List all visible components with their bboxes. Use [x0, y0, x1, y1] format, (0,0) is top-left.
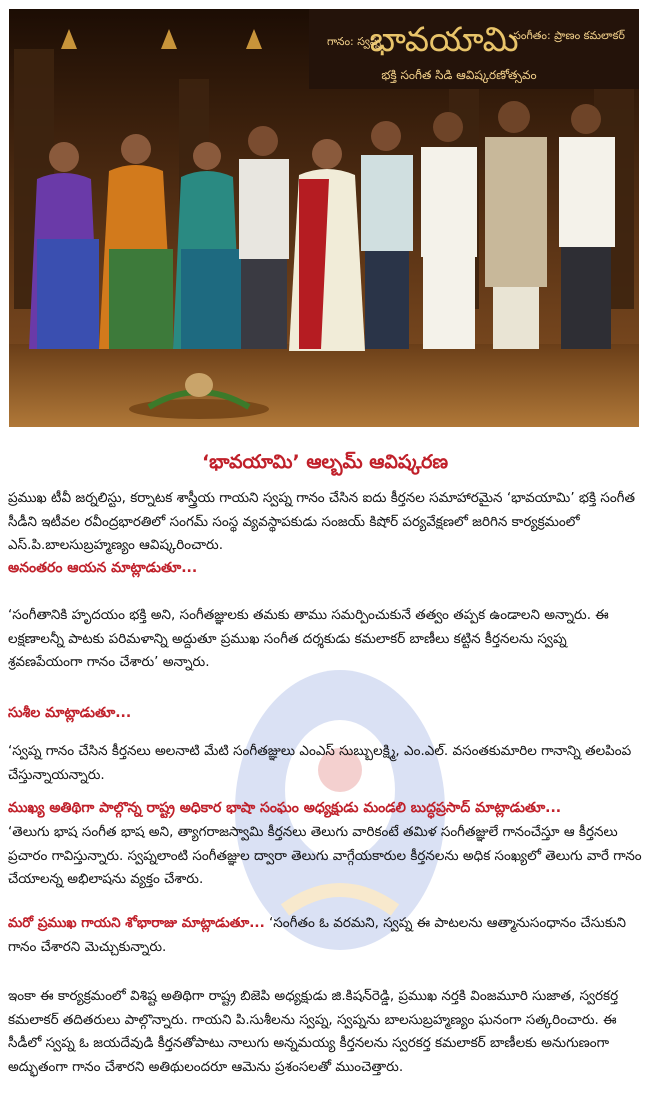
subheading-shobharaju: మరో ప్రముఖ గాయని శోభారాజు మాట్లాడుతూ...: [8, 915, 265, 931]
article-title: ‘భావయామి’ ఆల్బమ్ ఆవిష్కరణ: [201, 451, 449, 473]
event-photo-illustration: [9, 9, 639, 427]
event-photo: [9, 9, 639, 427]
shobharaju-quote: ‘సంగీతం ఓ వరమని, స్వప్న ఈ పాటలను ఆత్మానుసంధానం చేసుకుని గానం చేశారని మెచ్చుకున్నారు.: [8, 915, 627, 955]
banner-right: సంగీతం: ప్రాణం కమలాకర్: [513, 29, 625, 42]
banner-left: గానం: స్వప్న: [326, 35, 382, 48]
banner-subtitle: భక్తి సంగీత సిడి ఆవిష్కరణోత్సవం: [381, 68, 537, 82]
paragraph-susheela-quote: ‘స్వప్న గానం చేసిన కీర్తనలు అలనాటి మేటి సంగీతజ్ఞులు ఎంఎస్ సుబ్బులక్ష్మి, ఎం.ఎల్. వసంతకుమారిల గానాన్ని తలపింప చేస్తున్నాయన్నారు.: [8, 743, 632, 783]
subheading-buddha-prasad: ముఖ్య అతిథిగా పాల్గొన్న రాష్ట్ర అధికార భాషా సంఘం అధ్యక్షుడు మండలి బుద్ధప్రసాద్ మాట్లాడుతూ...: [8, 800, 562, 816]
paragraph-intro: ప్రముఖ టీవీ జర్నలిస్టు, కర్నాటక శాస్త్రీయ గాయని స్వప్న గానం చేసిన ఐదు కీర్తనల సమాహారమైన ‘భావయామి’ భక్తి సంగీత సీడీని ఇటీవల రవీంద్రభారతిలో సంగమ్ సంస్థ వ్యవస్థాపకుడు సంజయ్ కిషోర్ పర్యవేక్షణలో జరిగిన కార్యక్రమంలో ఎస్.పి.బాలసుబ్రహ్మణ్యం ఆవిష్కరించారు.: [8, 490, 636, 553]
subheading-spb: అనంతరం ఆయన మాట్లాడుతూ...: [8, 560, 198, 576]
subheading-susheela: సుశీల మాట్లాడుతూ...: [8, 705, 132, 721]
paragraph-shobharaju: [8, 912, 644, 959]
paragraph-spb-quote: ‘సంగీతానికి హృదయం భక్తి అని, సంగీతజ్ఞులకు తమకు తాము సమర్పించుకునే తత్వం తప్పక ఉండాలని అన్నారు. ఈ లక్షణాలన్నీ పాటకు పరిమళాన్ని అద్దుతూ ప్రముఖ సంగీత దర్శకుడు కమలాకర్ బాణీలు కట్టిన కీర్తనలను స్వప్న శ్రవణపేయంగా గానం చేశారు’ అన్నారు.: [8, 607, 609, 670]
banner-title: భావయామి: [369, 20, 519, 60]
paragraph-closing: ఇంకా ఈ కార్యక్రమంలో విశిష్ట అతిథిగా రాష్ట్ర బిజెపి అధ్యక్షుడు జి.కిషన్‌రెడ్డి, ప్రముఖ నర్తకి వింజమూరి సుజాత, స్వరకర్త కమలాకర్ తదితరులు పాల్గొన్నారు. గాయని పి.సుశీలను స్వప్న, స్వప్నను బాలసుబ్రహ్మణ్యం ఘనంగా సత్కరించారు. ఈ సీడీలో స్వప్న ఓ జయదేవుడి కీర్తనతోపాటు నాలుగు అన్నమయ్య కీర్తనలను స్వరకర్త కమలాకర్ బాణీలకు అనుగుణంగా అద్భుతంగా గానం చేశారని అతిథులందరూ ఆమెను ప్రశంసలతో ముంచెత్తారు.: [8, 988, 619, 1075]
paragraph-buddha-prasad-quote: ‘తెలుగు భాష సంగీత భాష అని, త్యాగరాజస్వామి కీర్తనలు తెలుగు వారికంటే తమిళ సంగీతజ్ఞులే గానంచేస్తూ ఆ కీర్తనలు ప్రచారం గావిస్తున్నారు. స్వప్నలాంటి సంగీతజ్ఞుల ద్వారా తెలుగు వాగ్గేయకారుల కీర్తనలను అధిక సంఖ్యలో తెలుగు వారే గానం చేయాలన్న అభిలాషను వ్యక్తం చేశారు.: [8, 824, 642, 887]
